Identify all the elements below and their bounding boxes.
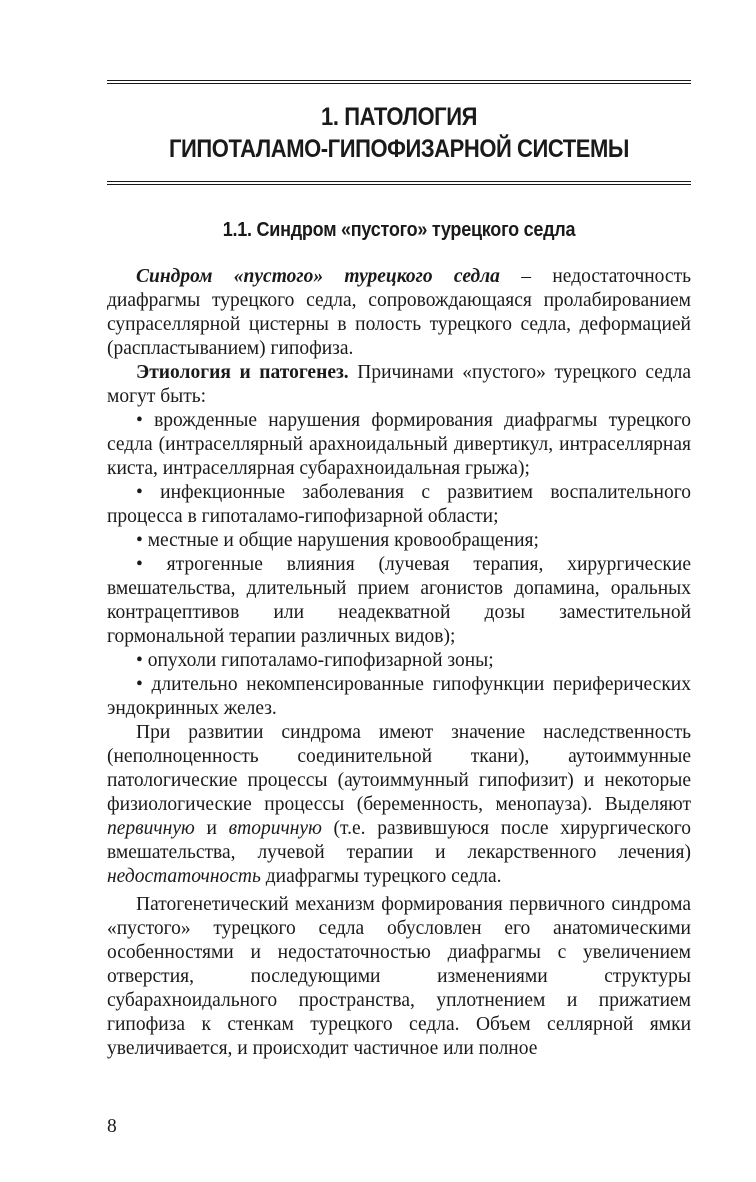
para3-text-4: диафрагмы турецкого седла. xyxy=(260,866,502,887)
etiology-text: Причинами «пустого» турецкого седла могут быть: xyxy=(107,362,691,407)
bottom-rule-thin xyxy=(107,184,691,185)
heredity-paragraph xyxy=(107,721,691,889)
page-number: 8 xyxy=(107,1116,117,1137)
para3-text-3: (т.е. развившуюся после хирургического вмешательства, лучевой терапии и лекарственного лечения) xyxy=(107,818,692,863)
intro-paragraph xyxy=(107,265,691,361)
etiology-paragraph xyxy=(107,361,691,409)
section-title: 1.1. Синдром «пустого» турецкого седла xyxy=(222,218,576,241)
intro-term: Синдром «пустого» турецкого седла xyxy=(136,266,500,287)
chapter-title-line1: 1. ПАТОЛОГИЯ xyxy=(321,103,477,131)
para3-text-1: При развитии синдрома имеют значение наследственность (неполноценность соединительной ткани), аутоиммунные патологические процессы (аутоиммунный гипофизит) и некоторые физиологические процессы (беременность, менопауза). Выделяют xyxy=(107,722,691,815)
bullet-item: • длительно некомпенсированные гипофункции периферических эндокринных желез. xyxy=(107,674,691,719)
chapter-title xyxy=(142,101,656,165)
etiology-label: Этиология и патогенез. xyxy=(136,362,349,383)
em-primary: первичную xyxy=(107,818,195,839)
bullet-item: • инфекционные заболевания с развитием воспалительного процесса в гипоталамо-гипофизарной области; xyxy=(107,482,691,527)
body-text xyxy=(107,265,691,1061)
bullet-item: • опухоли гипоталамо-гипофизарной зоны; xyxy=(136,650,494,671)
intro-text: – недостаточность диафрагмы турецкого седла, сопровождающаяся пролабированием супраселлярной цистерны в полость турецкого седла, деформацией (распластыванием) гипофиза. xyxy=(107,266,691,359)
em-secondary: вторичную xyxy=(228,818,322,839)
top-rule-thin xyxy=(107,83,691,84)
bullet-item: • местные и общие нарушения кровообращения; xyxy=(136,530,539,551)
top-rule xyxy=(107,80,691,81)
para3-text-2: и xyxy=(194,818,229,839)
page-content xyxy=(107,0,691,1061)
bottom-rule xyxy=(107,181,691,182)
chapter-title-line2: ГИПОТАЛАМО-ГИПОФИЗАРНОЙ СИСТЕМЫ xyxy=(169,135,629,163)
em-insufficiency: недостаточность xyxy=(107,866,261,887)
pathogenesis-paragraph: Патогенетический механизм формирования первичного синдрома «пустого» турецкого седла обусловлен его анатомическими особенностями и недостаточностью диафрагмы с увеличением отверстия, последующими изменениями структуры субарахноидального пространства, уплотнением и прижатием гипофиза к стенкам турецкого седла. Объем селлярной ямки увеличивается, и происходит частичное или полное xyxy=(107,894,691,1059)
bullet-item: • врожденные нарушения формирования диафрагмы турецкого седла (интраселлярный арахноидальный дивертикул, интраселлярная киста, интраселлярная субарахноидальная грыжа); xyxy=(107,410,691,479)
bullet-item: • ятрогенные влияния (лучевая терапия, хирургические вмешательства, длительный прием агонистов допамина, оральных контрацептивов или неадекватной дозы заместительной гормональной терапии различных видов); xyxy=(107,554,691,647)
